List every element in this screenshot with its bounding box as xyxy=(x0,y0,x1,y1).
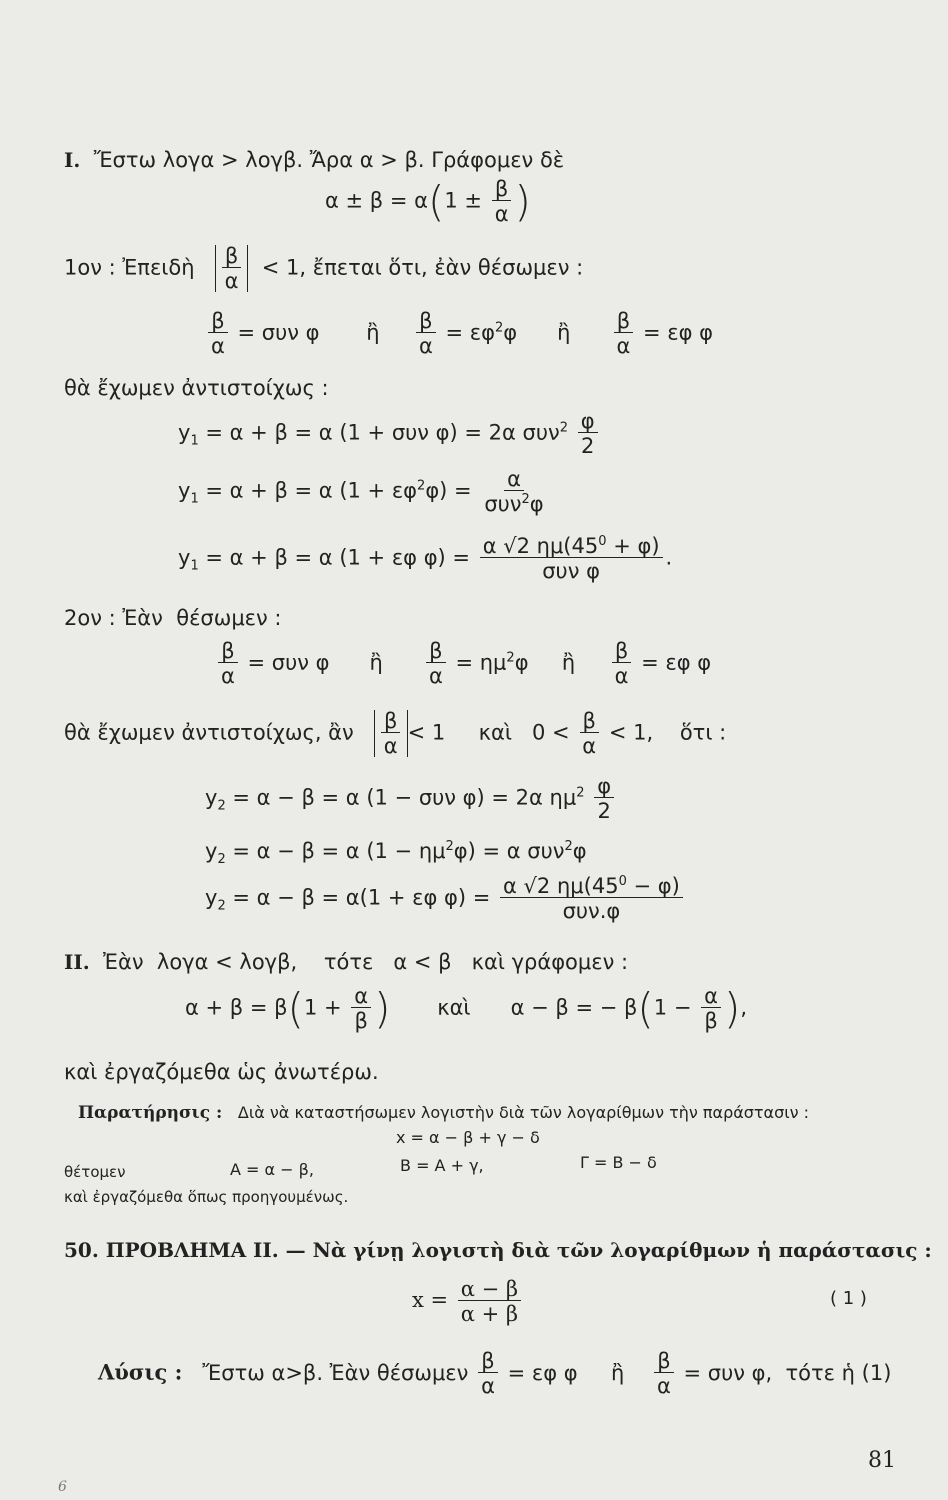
equation-y2-tan: $y_2 = \alpha - \beta = \alpha(1 + \varepsilon\varphi$ φ) = $\frac{\alpha √2 \eta\mu(45^0 - \varphi)}{\text{συν.φ}}$ xyxy=(205,875,686,922)
remark-A: Α = α − β, xyxy=(230,1160,314,1179)
equation-y2-cos: $y_2 = \alpha - \beta = \alpha$ (1 − συν φ) = 2α $\eta\mu^2$ $\frac{\varphi}{2}$ xyxy=(205,775,617,822)
equation-y1-cos: $y_1 = \alpha + \beta = \alpha$ (1 + συν φ) = 2α συν$^2$ $\frac{\varphi}{2}$ xyxy=(178,410,601,457)
case-2-line: 2ον : Ἐὰν θέσωμεν : xyxy=(64,606,282,630)
problem-formula: x = $\frac{\alpha - \beta}{\alpha + \beta}$ xyxy=(412,1278,524,1325)
remark-set-label: θέτομεν xyxy=(64,1163,126,1181)
will-have-correspondingly: θὰ ἔχωμεν ἀντιστοίχως : xyxy=(64,376,329,400)
problem-title: 50. ΠΡΟΒΛΗΜΑ ΙΙ. — Νὰ γίνῃ λογιστὴ διὰ τῶν λογαρίθμων ἡ παράστασις : xyxy=(64,1238,932,1262)
equation-y1-tan-squared: $y_1 = \alpha + \beta = \alpha$ $(1 + \varepsilon\varphi^2\varphi)$ = $\frac{\alpha}{\sigma\upsilon\nu^2\varphi}$ xyxy=(178,467,544,517)
section-II-intro: II. Ἐὰν λογα < λογβ, τότε α < β καὶ γράφομεν : xyxy=(64,950,629,974)
corner-mark: 6 xyxy=(58,1479,67,1495)
section-II-equations: α + β = β(1 + $\frac{\alpha}{\beta}$ ) καὶ α − β = − β(1 − $\frac{\alpha}{\beta}$ ), xyxy=(185,983,748,1034)
equation-y1-tan: $y_1 = \alpha + \beta = \alpha$ (1 + εφ φ) = $\frac{\alpha √2 \eta\mu(45^0 + \varphi)}{\text{συν φ}}$ . xyxy=(178,534,673,584)
case-2-substitutions: $\frac{\beta}{\alpha}$ = συν φ ἢ $\frac{\beta}{\alpha}$ = $\eta\mu^2\varphi$ ἢ $\frac{\beta}{\alpha}$ = εφ φ xyxy=(215,640,711,687)
equation-alpha-pm-beta: α ± β = α(1 ± $\frac{\beta}{\alpha}$ ) xyxy=(325,176,531,227)
case-1-line: 1ον : Ἐπειδὴ $\frac{\beta}{\alpha}$ < 1, ἔπεται ὅτι, ἐὰν θέσωμεν : xyxy=(64,244,584,294)
remark-G: Γ = Β − δ xyxy=(580,1153,657,1172)
remark-outro: καὶ ἐργαζόμεθα ὅπως προηγουμένως. xyxy=(64,1188,349,1206)
solution-line: Λύσις : Ἔστω α>β. Ἐὰν θέσωμεν $\frac{\beta}{\alpha}$ = εφ φ ἢ $\frac{\beta}{\alpha}$ = συν φ, τότε ἡ (1) xyxy=(98,1349,892,1399)
section-I-intro: I. Ἔστω λογα > λογβ. Ἄρα α > β. Γράφομεν δὲ xyxy=(64,148,565,172)
equation-number: ( 1 ) xyxy=(830,1288,867,1309)
equation-y2-sin-squared: $y_2 = \alpha - \beta = \alpha$ $(1 - \eta\mu^2\varphi) = \alpha$ συν$^2$φ xyxy=(205,839,587,868)
case-1-substitutions: $\frac{\beta}{\alpha}$ = συν φ ἢ $\frac{\beta}{\alpha}$ = $\varepsilon\varphi^2\varphi$ ἢ $\frac{\beta}{\alpha}$ = εφ φ xyxy=(205,310,713,357)
remark-B: Β = Α + γ, xyxy=(400,1156,484,1175)
section-II-outro: καὶ ἐργαζόμεθα ὡς ἀνωτέρω. xyxy=(64,1060,379,1084)
case-2-condition: θὰ ἔχωμεν ἀντιστοίχως, ἂν $\frac{\beta}{\alpha}$ < 1 καὶ 0 < $\frac{\beta}{\alpha}$ < 1, ὅτι : xyxy=(64,709,727,759)
remark-line: Παρατήρησις : Διὰ νὰ καταστήσωμεν λογιστὴν διὰ τῶν λογαρίθμων τὴν παράστασιν : xyxy=(78,1103,810,1123)
page-number: 81 xyxy=(868,1448,896,1473)
remark-formula: x = α − β + γ − δ xyxy=(396,1128,540,1147)
